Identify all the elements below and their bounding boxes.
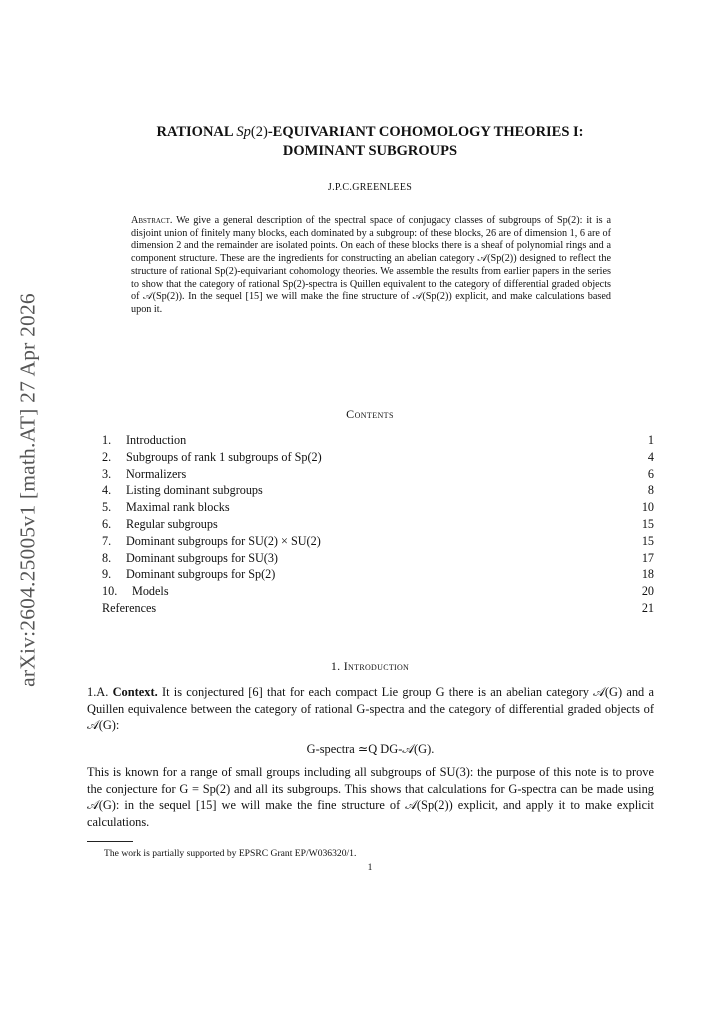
toc-entry[interactable] (102, 482, 654, 499)
toc-entry-number: 6. (102, 516, 112, 531)
toc-entry-number: 4. (102, 483, 112, 498)
title-part-c: (2) (250, 124, 268, 140)
toc-entry-label: References (102, 600, 157, 615)
toc-entry-label: Dominant subgroups for SU(2) × SU(2) (126, 533, 321, 548)
title-part-a: RATIONAL (156, 124, 237, 140)
toc-entry-page: 6 (647, 466, 654, 481)
toc-entry-label: Normalizers (126, 466, 187, 481)
title-part-d: -EQUIVARIANT COHOMOLOGY THEORIES I: (267, 124, 584, 140)
abstract-text: We give a general description of the spectral space of conjugacy classes of subgroups of Sp(2): it is a disjoint union of finitely many blocks, each dominated by a subgroup: of these blocks, 26 are of dimension 1, 6 are of dimension 2 and the remainder are isolated points. On each of these blocks there is a sheaf of polynomial rings and a component structure. These are the ingredients for constructing an abelian category 𝒜(Sp(2)) designed to reflect the structure of rational Sp(2)-equivariant cohomology theories. We assemble the results from earlier papers in the series to show that the category of rational Sp(2)-spectra is Quillen equivalent to the category of differential graded objects of 𝒜(Sp(2)). In the sequel [15] we will make the fine structure of 𝒜(Sp(2)) explicit, and make calculations based upon it. (131, 215, 611, 315)
toc-entry[interactable] (102, 432, 654, 449)
section-heading-introduction (100, 659, 640, 674)
toc-entry-page: 8 (647, 483, 654, 498)
toc-entry[interactable] (102, 583, 654, 600)
subsection-number: 1.A. (87, 685, 109, 699)
context-text: It is conjectured [6] that for each compact Lie group G there is an abelian category 𝒜(G) and a Quillen equivalence between the category of rational G-spectra and the category of differential graded objects of 𝒜(G): (87, 685, 654, 733)
toc-entry-label: Regular subgroups (126, 516, 218, 531)
toc-entry-label: Models (132, 584, 169, 599)
table-of-contents (102, 432, 654, 617)
toc-entry[interactable] (102, 600, 654, 617)
toc-entry[interactable] (102, 499, 654, 516)
toc-entry-label: Dominant subgroups for SU(3) (126, 550, 278, 565)
arxiv-identifier-text: arXiv:2604.25005v1 [math.AT] 27 Apr 2026 (15, 293, 40, 687)
author: J.P.C.GREENLEES (327, 182, 413, 193)
toc-entry-number: 8. (102, 550, 112, 565)
toc-entry-number: 2. (102, 449, 112, 464)
toc-entry-page: 15 (641, 533, 654, 548)
toc-entry-page: 4 (647, 449, 654, 464)
subsection-heading: Context. (112, 685, 158, 699)
toc-entry-label: Maximal rank blocks (126, 500, 230, 515)
toc-entry[interactable] (102, 449, 654, 466)
toc-entry-page: 10 (641, 500, 654, 515)
context-paragraph (87, 684, 654, 734)
title-line-2: DOMINANT SUBGROUPS (282, 143, 458, 159)
toc-entry-page: 18 (641, 567, 654, 582)
toc-entry-page: 20 (641, 584, 654, 599)
toc-entry-label: Subgroups of rank 1 subgroups of Sp(2) (126, 449, 322, 464)
abstract (131, 215, 611, 317)
arxiv-identifier-sidebar (8, 293, 48, 687)
toc-entry-label: Dominant subgroups for Sp(2) (126, 567, 276, 582)
toc-entry-page: 17 (641, 550, 654, 565)
section-number: 1. (330, 659, 344, 673)
toc-entry-page: 21 (641, 600, 654, 615)
contents-heading: Contents (346, 407, 394, 421)
section-title: Introduction (343, 659, 410, 673)
toc-entry[interactable] (102, 550, 654, 567)
toc-entry-number: 9. (102, 567, 112, 582)
toc-entry-page: 1 (647, 433, 654, 447)
abstract-label: Abstract. (131, 215, 173, 226)
paper-title (100, 123, 640, 161)
toc-entry[interactable] (102, 516, 654, 533)
footnote-rule (87, 841, 133, 842)
toc-entry-number: 10. (102, 584, 118, 599)
display-formula: G-spectra ≃Q DG-𝒜(G). (306, 742, 435, 756)
toc-entry-number: 3. (102, 466, 112, 481)
toc-entry-number: 5. (102, 500, 112, 515)
toc-entry[interactable] (102, 466, 654, 483)
toc-entry-label: Introduction (126, 433, 187, 447)
toc-entry[interactable] (102, 533, 654, 550)
footnote: The work is partially supported by EPSRC Grant EP/W036320/1. (104, 848, 357, 859)
toc-entry-label: Listing dominant subgroups (126, 483, 263, 498)
toc-entry-page: 15 (641, 516, 654, 531)
toc-entry-number: 1. (102, 433, 112, 447)
page-number: 1 (367, 862, 373, 873)
toc-entry-number: 7. (102, 533, 112, 548)
title-part-b: Sp (236, 124, 251, 140)
toc-entry[interactable] (102, 566, 654, 583)
body-paragraph: This is known for a range of small groups including all subgroups of SU(3): the purpose of this note is to prove the conjecture for G = Sp(2) and all its subgroups. This shows that calculations for G-spectra can be made using 𝒜(G): in the sequel [15] we will make the fine structure of 𝒜(Sp(2)) explicit, and apply it to make explicit calculations. (87, 765, 654, 829)
